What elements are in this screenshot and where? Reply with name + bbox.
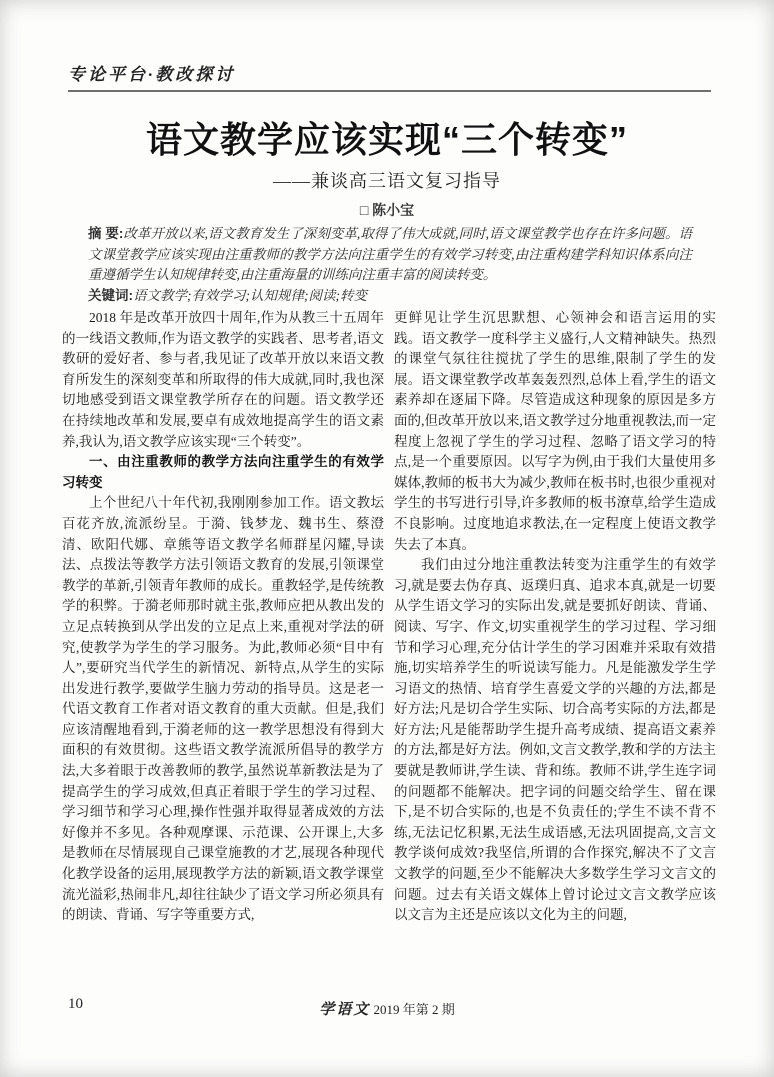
journal-footer — [0, 998, 774, 1019]
author-name: 陈小宝 — [372, 202, 415, 218]
author-marker: □ — [359, 202, 369, 218]
paragraph: 我们由过分地注重教法转变为注重学生的有效学习,就是要去伪存真、返璞归真、追求本真,就是一切要从学生语文学习的实际出发,就是要抓好朗读、背诵、阅读、写字、作文,切实重视学生的学习过程、学习细节和学习心理,充分估计学生的学习困难并采取有效措施,切实培养学生的听说读写能力。凡是能激发学生学习语文的热情、培育学生喜爱文学的兴趣的方法,都是好方法;凡是切合学生实际、切合高考实际的方法,都是好方法;凡是能帮助学生提升高考成绩、提高语文素养的方法,都是好方法。例如,文言文教学,教和学的方法主要就是教师讲,学生读、背和练。教师不讲,学生连字词的问题都不能解决。把字词的问题交给学生、留在课下,是不切合实际的,也是不负责任的;学生不读不背不练,无法记忆积累,无法生成语感,无法巩固提高,文言文教学谈何成效?我坚信,所谓的合作探究,解决不了文言文教学的问题,至少不能解决大多数学生学习文言文的问题。过去有关语文媒体上曾讨论过文言文教学应该以文言为主还是应该以文化为主的问题, — [394, 557, 716, 923]
article-title: 语文教学应该实现“三个转变” — [145, 119, 628, 160]
left-column — [62, 308, 384, 926]
abstract-label: 摘 要: — [88, 226, 124, 241]
section-heading: 一、由注重教师的教学方法向注重学生的有效学习转变 — [62, 454, 384, 490]
keywords-paragraph — [88, 286, 692, 307]
keywords-label: 关键词: — [88, 287, 133, 303]
journal-name: 学语文 — [319, 1002, 371, 1018]
section-eyebrow: 专论平台·教改探讨 — [68, 65, 236, 84]
page-number: 10 — [68, 996, 83, 1012]
header-rule — [68, 90, 711, 92]
paragraph: 2018 年是改革开放四十周年,作为从教三十五周年的一线语文教师,作为语文教学的实践者、思考者,语文教研的爱好者、参与者,我见证了改革开放以来语文教育所发生的深刻变革和所取得的伟大成就,同时,我也深切地感受到语文课堂教学所存在的问题。语文教学还在持续地改革和发展,要卓有成效地提高学生的语文素养,我认为,语文教学应该实现“三个转变”。 — [62, 310, 384, 449]
author-line — [0, 200, 774, 220]
paragraph-continuation: 更鲜见让学生沉思默想、心领神会和语言运用的实践。语文教学一度科学主义盛行,人文精神缺失。热烈的课堂气氛往往搅扰了学生的思维,限制了学生的发展。语文课堂教学改革轰轰烈烈,总体上看,学生的语文素养却在逐届下降。尽管造成这种现象的原因是多方面的,但改革开放以来,语文教学过分地重视教法,而一定程度上忽视了学生的学习过程、忽略了语文学习的特点,是一个重要原因。以写字为例,由于我们大量使用多媒体,教师的板书大为减少,教师在板书时,也很少重视对学生的书写进行引导,许多教师的板书潦草,给学生造成不良影响。过度地追求教法,在一定程度上使语文教学失去了本真。 — [394, 310, 716, 552]
abstract-text: 改革开放以来,语文教育发生了深刻变革,取得了伟大成就,同时,语文课堂教学也存在许多问题。语文课堂教学应该实现由注重教师的教学方法向注重学生的有效学习转变,由注重构建学科知识体系向注重遵循学生认知规律转变,由注重海量的训练向注重丰富的阅读转变。 — [88, 226, 692, 282]
journal-issue: 2019 年第 2 期 — [373, 1002, 455, 1017]
right-column — [394, 308, 716, 926]
article-subtitle: ——兼谈高三语文复习指导 — [273, 171, 501, 191]
body-columns — [62, 308, 716, 926]
abstract-block — [88, 224, 692, 306]
paragraph: 上个世纪八十年代初,我刚刚参加工作。语文教坛百花齐放,流派纷呈。于漪、钱梦龙、魏书生、蔡澄清、欧阳代娜、章熊等语文教学名师群星闪耀,导读法、点拨法等教学方法引领语文教育的发展,引领课堂教学的革新,引领青年教师的成长。重教轻学,是传统教学的积弊。于漪老师那时就主张,教师应把从教出发的立足点转换到从学出发的立足点上来,重视对学法的研究,使教学为学生的学习服务。为此,教师必须“目中有人”,要研究当代学生的新情况、新特点,从学生的实际出发进行教学,要做学生脑力劳动的指导员。这是老一代语文教育工作者对语文教育的重大贡献。但是,我们应该清醒地看到,于漪老师的这一教学思想没有得到大面积的有效贯彻。这些语文教学流派所倡导的教学方法,大多着眼于改善教师的教学,虽然说革新教法是为了提高学生的学习成效,但真正着眼于学生的学习过程、学习细节和学习心理,操作性强并取得显著成效的方法好像并不多见。各种观摩课、示范课、公开课上,大多是教师在尽情展现自己课堂施教的才艺,展现各种现代化教学设备的运用,展现教学方法的新颖,语文教学课堂流光溢彩,热闹非凡,却往往缺少了语文学习所必须具有的朗读、背诵、写字等重要方式, — [62, 495, 384, 923]
keywords-text: 语文教学;有效学习;认知规律;阅读;转变 — [133, 287, 367, 303]
abstract-paragraph — [88, 224, 692, 286]
